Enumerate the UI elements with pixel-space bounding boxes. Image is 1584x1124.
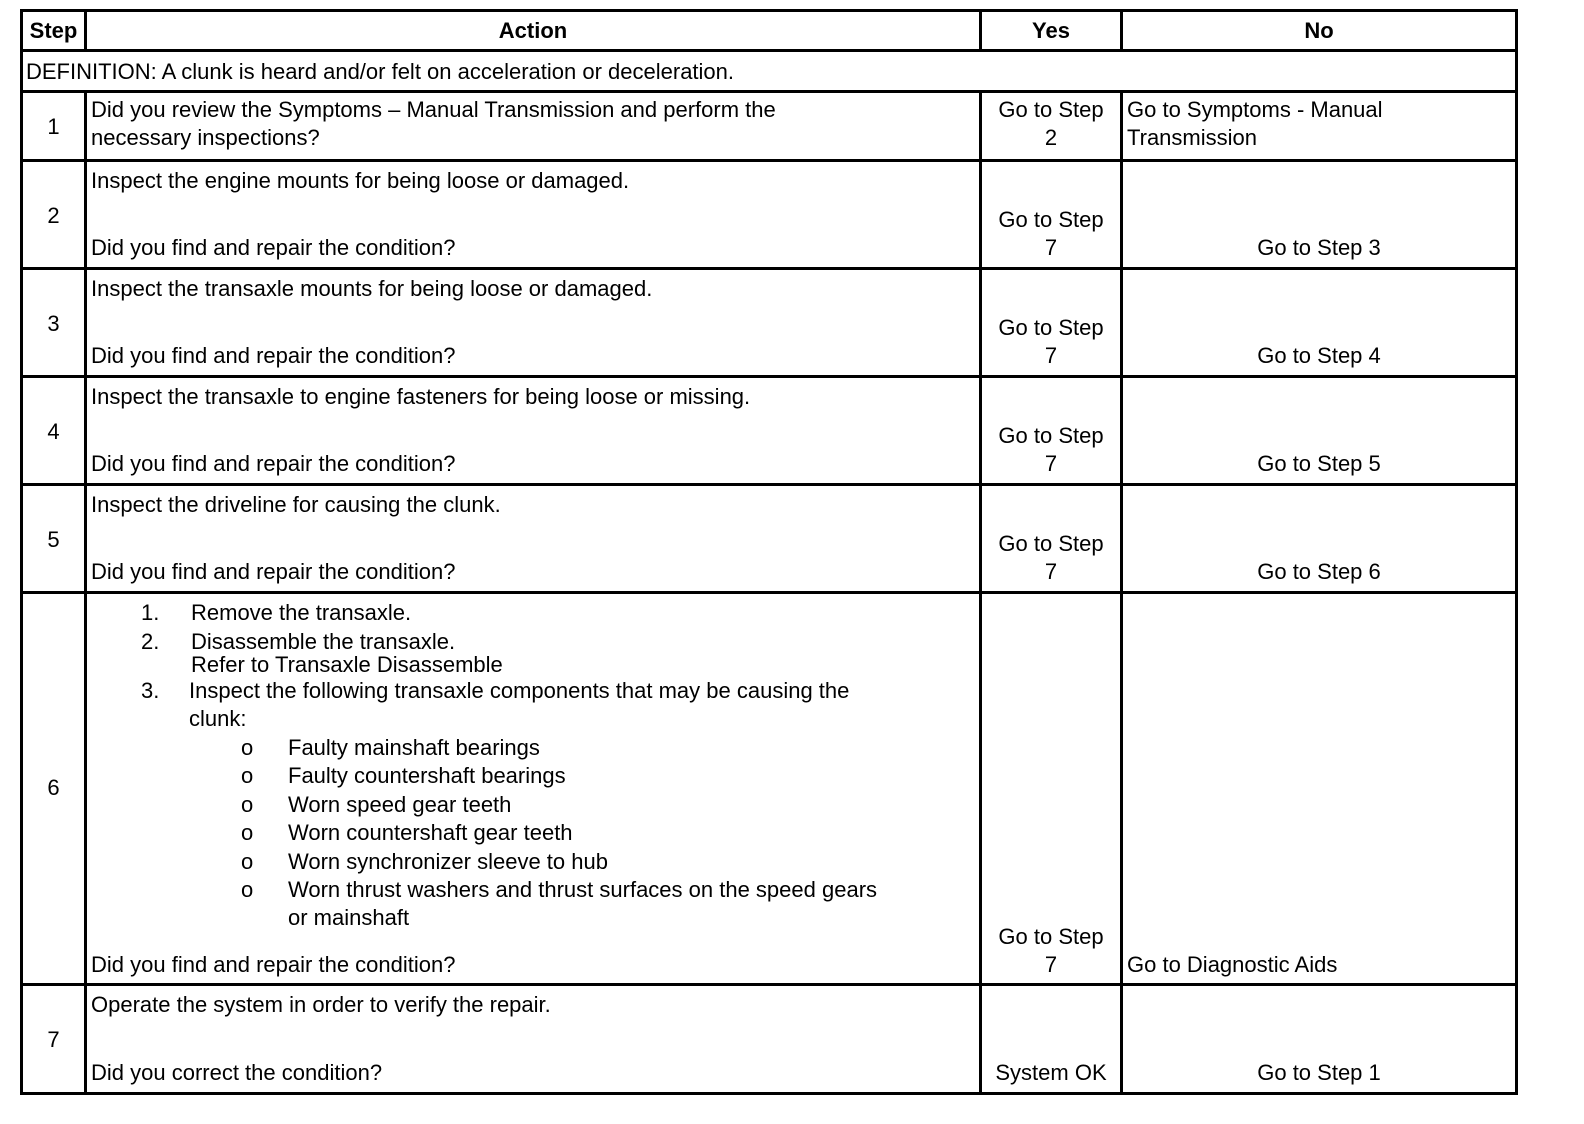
- header-yes: Yes: [1032, 18, 1070, 43]
- bullet-item: or mainshaft: [288, 905, 410, 930]
- action-line: Inspect the engine mounts for being loose or damaged.: [91, 168, 630, 193]
- yes-cell-6: [979, 591, 1123, 986]
- bullet-item: Faulty countershaft bearings: [288, 763, 566, 788]
- no-line: Go to Step 1: [1257, 1060, 1381, 1085]
- no-line: Go to Step 6: [1257, 559, 1381, 584]
- action-cell-1: [84, 90, 982, 162]
- step-cell-2: [20, 159, 87, 270]
- bullet-marker: o: [241, 820, 254, 845]
- yes-cell-4: [979, 375, 1123, 486]
- question-line: Did you find and repair the condition?: [91, 559, 456, 584]
- question-line: Did you find and repair the condition?: [91, 451, 456, 476]
- bullet-item: Worn speed gear teeth: [288, 792, 512, 817]
- no-cell-7: [1120, 983, 1518, 1095]
- yes-label: Go to Step: [998, 531, 1104, 556]
- bullet-item: Worn countershaft gear teeth: [288, 820, 573, 845]
- yes-step: 7: [1044, 343, 1058, 368]
- list-number: 3.: [141, 678, 160, 703]
- no-cell-6: [1120, 591, 1518, 986]
- yes-step: 7: [1044, 952, 1058, 977]
- action-cell-7: [84, 983, 982, 1095]
- step-number: 3: [47, 311, 60, 336]
- no-cell-4: [1120, 375, 1518, 486]
- action-cell-4: [84, 375, 982, 486]
- list-item: Inspect the following transaxle components that may be causing the: [189, 678, 850, 703]
- yes-cell-2: [979, 159, 1123, 270]
- yes-label: Go to Step: [998, 207, 1104, 232]
- list-item-subtext: Refer to Transaxle Disassemble: [191, 652, 503, 677]
- yes-step: 7: [1044, 235, 1058, 260]
- list-number: 1.: [141, 600, 160, 625]
- header-action: Action: [498, 18, 568, 43]
- action-line: necessary inspections?: [91, 125, 320, 150]
- list-item: Remove the transaxle.: [191, 600, 412, 625]
- definition-cell: [20, 49, 1518, 93]
- no-cell-3: [1120, 267, 1518, 378]
- step-cell-1: [20, 90, 87, 162]
- yes-label: Go to Step: [998, 924, 1104, 949]
- yes-cell-5: [979, 483, 1123, 594]
- bullet-marker: o: [241, 763, 254, 788]
- question-line: Did you correct the condition?: [91, 1060, 383, 1085]
- header-step: Step: [29, 18, 78, 43]
- yes-step: 7: [1044, 451, 1058, 476]
- step-cell-7: [20, 983, 87, 1095]
- no-cell-1: [1120, 90, 1518, 162]
- bullet-marker: o: [241, 792, 254, 817]
- action-line: Inspect the transaxle mounts for being loose or damaged.: [91, 276, 653, 301]
- no-cell-2: [1120, 159, 1518, 270]
- action-line: Did you review the Symptoms – Manual Transmission and perform the: [91, 97, 776, 122]
- no-line: Go to Diagnostic Aids: [1127, 952, 1338, 977]
- bullet-item: Faulty mainshaft bearings: [288, 735, 540, 760]
- action-cell-2: [84, 159, 982, 270]
- action-line: Inspect the driveline for causing the clunk.: [91, 492, 501, 517]
- list-number: 2.: [141, 629, 160, 654]
- step-number: 7: [47, 1027, 60, 1052]
- step-cell-5: [20, 483, 87, 594]
- step-number: 6: [47, 775, 60, 800]
- yes-cell-3: [979, 267, 1123, 378]
- question-line: Did you find and repair the condition?: [91, 343, 456, 368]
- question-line: Did you find and repair the condition?: [91, 235, 456, 260]
- diagnostic-table: [20, 9, 1548, 1115]
- yes-label: Go to Step: [998, 97, 1104, 122]
- bullet-item: Worn thrust washers and thrust surfaces on the speed gears: [288, 877, 878, 902]
- step-cell-4: [20, 375, 87, 486]
- no-line: Go to Symptoms - Manual: [1127, 97, 1383, 122]
- header-no-cell: [1120, 9, 1518, 52]
- yes-step: 7: [1044, 559, 1058, 584]
- yes-label: System OK: [995, 1060, 1107, 1085]
- list-item: Disassemble the transaxle.: [191, 629, 456, 654]
- step-number: 5: [47, 527, 60, 552]
- header-yes-cell: [979, 9, 1123, 52]
- header-step-cell: [20, 9, 87, 52]
- yes-label: Go to Step: [998, 315, 1104, 340]
- action-line: Operate the system in order to verify the repair.: [91, 992, 551, 1017]
- no-line: Go to Step 3: [1257, 235, 1381, 260]
- header-no: No: [1304, 18, 1334, 43]
- step-cell-3: [20, 267, 87, 378]
- bullet-marker: o: [241, 849, 254, 874]
- no-line: Go to Step 5: [1257, 451, 1381, 476]
- step-number: 4: [47, 419, 60, 444]
- yes-cell-7: [979, 983, 1123, 1095]
- yes-cell-1: [979, 90, 1123, 162]
- question-line: Did you find and repair the condition?: [91, 952, 456, 977]
- action-cell-3: [84, 267, 982, 378]
- no-line: Go to Step 4: [1257, 343, 1381, 368]
- header-action-cell: [84, 9, 982, 52]
- list-item: clunk:: [189, 706, 247, 731]
- yes-label: Go to Step: [998, 423, 1104, 448]
- action-cell-6: [84, 591, 982, 986]
- no-cell-5: [1120, 483, 1518, 594]
- step-number: 2: [47, 203, 60, 228]
- no-line: Transmission: [1127, 125, 1257, 150]
- bullet-item: Worn synchronizer sleeve to hub: [288, 849, 608, 874]
- action-cell-5: [84, 483, 982, 594]
- yes-step: 2: [1044, 125, 1058, 150]
- step-number: 1: [47, 114, 60, 139]
- definition-text: DEFINITION: A clunk is heard and/or felt on acceleration or deceleration.: [26, 59, 735, 84]
- action-line: Inspect the transaxle to engine fasteners for being loose or missing.: [91, 384, 751, 409]
- bullet-marker: o: [241, 877, 254, 902]
- bullet-marker: o: [241, 735, 254, 760]
- step-cell-6: [20, 591, 87, 986]
